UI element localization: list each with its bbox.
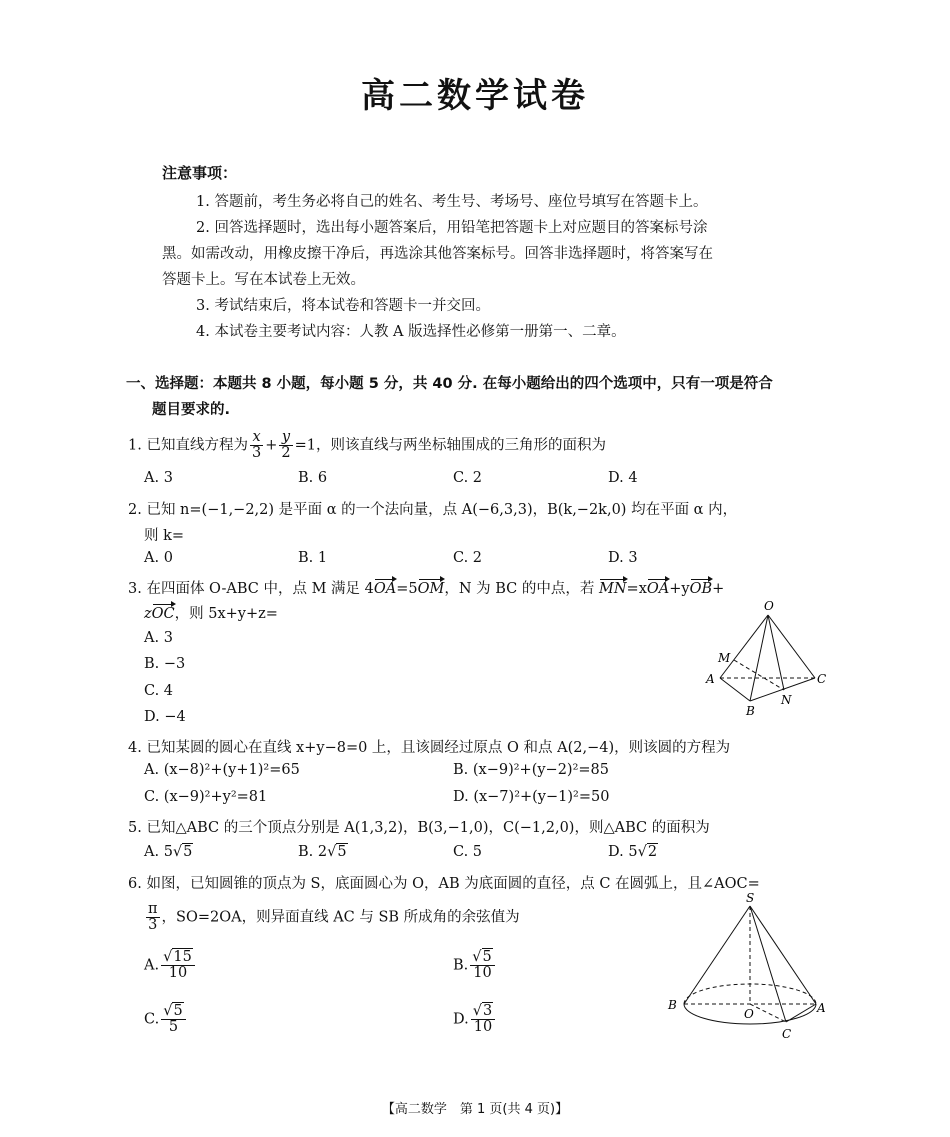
question-3-stem: 3. 在四面体 O-ABC 中，点 M 满足 4OA=5OM，N 为 BC 的中点，若 MN=xOA+yOB+ <box>128 581 725 597</box>
q6-option-c: C. $\frac{√5}{5}$ <box>144 1004 188 1035</box>
section-heading-cont: 题目要求的. <box>152 402 231 418</box>
fig6-label-s: S <box>746 892 755 905</box>
q5-option-c: C. 5 <box>453 844 483 860</box>
q6-option-d: D. $\frac{√3}{10}$ <box>453 1004 497 1035</box>
q5-option-a: A. 5√5 <box>144 844 193 860</box>
question-6-stem-cont: $\frac{\pi}{3}$ ，SO=2OA，则异面直线 AC 与 SB 所成角的余弦值为 <box>148 901 520 934</box>
fig3-label-n: N <box>781 693 792 707</box>
q3-option-c: C. 4 <box>144 683 174 699</box>
question-6-stem: 6. 如图，已知圆锥的顶点为 S，底面圆心为 O，AB 为底面圆的直径，点 C 在圆弧上，且∠AOC= <box>128 876 760 892</box>
question-1-stem: 1. 已知直线方程为 $\frac{x}{3}$ + $\frac{y}{2}$ =1，则该直线与两坐标轴围成的三角形的面积为 <box>128 429 606 462</box>
cone-figure <box>660 892 830 1052</box>
fig3-label-b: B <box>746 704 755 718</box>
q2-option-c: C. 2 <box>453 550 483 566</box>
fig3-label-a: A <box>706 672 715 686</box>
fig6-label-o: O <box>744 1007 754 1021</box>
q6-option-a: A. $\frac{√15}{10}$ <box>144 950 197 981</box>
q4-option-c: C. (x−9)²+y²=81 <box>144 789 268 805</box>
question-2-stem: 2. 已知 n=(−1,−2,2) 是平面 α 的一个法向量，点 A(−6,3,3)，B(k,−2k,0) 均在平面 α 内， <box>128 502 738 518</box>
q2-option-a: A. 0 <box>144 550 173 566</box>
q2-option-b: B. 1 <box>298 550 328 566</box>
q3-option-a: A. 3 <box>144 630 173 646</box>
q4-option-a: A. (x−8)²+(y+1)²=65 <box>144 762 300 778</box>
tetrahedron-figure <box>700 598 830 720</box>
q1-option-c: C. 2 <box>453 470 483 486</box>
question-4-stem: 4. 已知某圆的圆心在直线 x+y−8=0 上，且该圆经过原点 O 和点 A(2,−4)，则该圆的方程为 <box>128 740 731 756</box>
q1-option-a: A. 3 <box>144 470 173 486</box>
notice-item-2-cont: 黑。如需改动，用橡皮擦干净后，再选涂其他答案标号。回答非选择题时，将答案写在 <box>162 246 713 262</box>
fig3-label-m: M <box>718 651 731 665</box>
q3-option-d: D. −4 <box>144 709 186 725</box>
question-2-stem-cont: 则 k= <box>144 528 185 544</box>
q1-option-b: B. 6 <box>298 470 328 486</box>
notice-item-1: 1. 答题前，考生务必将自己的姓名、考生号、考场号、座位号填写在答题卡上。 <box>196 194 708 210</box>
q5-option-b: B. 2√5 <box>298 844 347 860</box>
q2-option-d: D. 3 <box>608 550 638 566</box>
fig3-label-o: O <box>764 599 774 613</box>
fig6-label-a: A <box>817 1001 826 1015</box>
notice-item-2-end: 答题卡上。写在本试卷上无效。 <box>162 272 365 288</box>
q1-option-d: D. 4 <box>608 470 638 486</box>
notice-item-2: 2. 回答选择题时，选出每小题答案后，用铅笔把答题卡上对应题目的答案标号涂 <box>196 220 708 236</box>
page-footer: 【高二数学 第 1 页(共 4 页)】 <box>381 1102 569 1117</box>
question-5-stem: 5. 已知△ABC 的三个顶点分别是 A(1,3,2)，B(3,−1,0)，C(−1,2,0)，则△ABC 的面积为 <box>128 820 710 836</box>
notice-item-4: 4. 本试卷主要考试内容：人教 A 版选择性必修第一册第一、二章。 <box>196 324 626 340</box>
fig6-label-c: C <box>782 1027 792 1041</box>
q4-option-d: D. (x−7)²+(y−1)²=50 <box>453 789 610 805</box>
fig3-label-c: C <box>817 672 827 686</box>
fig6-label-b: B <box>668 998 677 1012</box>
page-title: 高二数学试卷 <box>361 76 589 116</box>
q3-option-b: B. −3 <box>144 656 186 672</box>
q6-option-b: B. $\frac{√5}{10}$ <box>453 950 497 981</box>
q4-option-b: B. (x−9)²+(y−2)²=85 <box>453 762 609 778</box>
q5-option-d: D. 5√2 <box>608 844 658 860</box>
section-heading: 一、选择题：本题共 8 小题，每小题 5 分，共 40 分. 在每小题给出的四个选项中，只有一项是符合 <box>126 376 773 392</box>
notice-item-3: 3. 考试结束后，将本试卷和答题卡一并交回。 <box>196 298 490 314</box>
notice-heading: 注意事项： <box>162 164 238 182</box>
question-3-stem-cont: zOC，则 5x+y+z= <box>144 606 278 622</box>
